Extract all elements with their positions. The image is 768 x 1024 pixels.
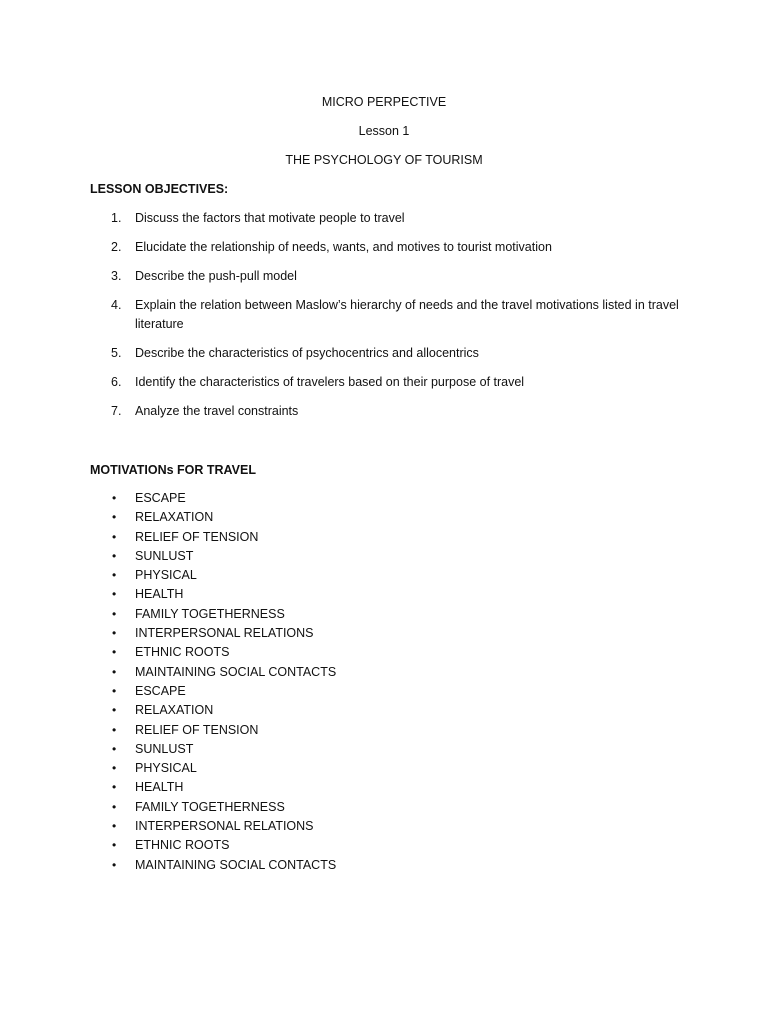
- list-item: [90, 836, 590, 855]
- objective-item: [90, 296, 690, 334]
- list-item: [90, 759, 590, 778]
- list-item: [90, 740, 590, 759]
- bullet-icon: •: [112, 819, 117, 834]
- objective-text: Describe the push-pull model: [135, 269, 297, 283]
- list-item-text: ESCAPE: [135, 683, 186, 698]
- bullet-icon: •: [112, 568, 117, 583]
- objective-text: Identify the characteristics of travelers based on their purpose of travel: [135, 375, 525, 389]
- bullet-icon: •: [112, 722, 117, 737]
- list-item: [90, 643, 590, 662]
- list-item: [90, 508, 590, 527]
- objective-number: 6.: [111, 375, 122, 389]
- list-item-text: SUNLUST: [135, 548, 194, 563]
- objective-item: [90, 238, 690, 257]
- objectives-list: [90, 209, 690, 431]
- list-item: [90, 778, 590, 797]
- bullet-icon: •: [112, 529, 117, 544]
- bullet-icon: •: [112, 741, 117, 756]
- lesson-title: THE PSYCHOLOGY OF TOURISM: [285, 153, 483, 167]
- objective-text: Discuss the factors that motivate people to travel: [135, 211, 405, 225]
- bullet-icon: •: [112, 799, 117, 814]
- list-item-text: ETHNIC ROOTS: [135, 645, 230, 660]
- list-item: [90, 721, 590, 740]
- bullet-icon: •: [112, 703, 117, 718]
- list-item-text: INTERPERSONAL RELATIONS: [135, 819, 314, 834]
- bullet-icon: •: [112, 683, 117, 698]
- objective-item: [90, 373, 690, 392]
- list-item: [90, 663, 590, 682]
- list-item-text: HEALTH: [135, 587, 184, 602]
- list-item-text: MAINTAINING SOCIAL CONTACTS: [135, 664, 337, 679]
- motivations-heading: MOTIVATIONs FOR TRAVEL: [90, 463, 256, 477]
- objectives-heading: LESSON OBJECTIVES:: [90, 182, 229, 196]
- objective-item: [90, 267, 690, 286]
- objective-item: [90, 209, 690, 228]
- list-item-text: RELAXATION: [135, 703, 214, 718]
- bullet-icon: •: [112, 761, 117, 776]
- bullet-icon: •: [112, 491, 117, 505]
- bullet-icon: •: [112, 626, 117, 641]
- list-item: [90, 528, 590, 547]
- list-item: [90, 682, 590, 701]
- bullet-icon: •: [112, 780, 117, 795]
- bullet-icon: •: [112, 664, 117, 679]
- list-item-text: PHYSICAL: [135, 568, 197, 583]
- document-title: MICRO PERPECTIVE: [321, 95, 447, 109]
- list-item: [90, 856, 590, 875]
- list-item-text: HEALTH: [135, 780, 184, 795]
- objective-text: Elucidate the relationship of needs, wants, and motives to tourist motivation: [135, 240, 552, 254]
- objective-number: 2.: [111, 240, 122, 254]
- list-item: [90, 624, 590, 643]
- list-item-text: FAMILY TOGETHERNESS: [135, 799, 285, 814]
- bullet-icon: •: [112, 645, 117, 660]
- bullet-icon: •: [112, 548, 117, 563]
- list-item: [90, 566, 590, 585]
- list-item-text: ESCAPE: [135, 491, 186, 505]
- list-item: [90, 547, 590, 566]
- lesson-number: Lesson 1: [358, 124, 410, 138]
- list-item-text: RELAXATION: [135, 510, 214, 525]
- list-item-text: FAMILY TOGETHERNESS: [135, 606, 285, 621]
- list-item-text: MAINTAINING SOCIAL CONTACTS: [135, 857, 337, 872]
- objective-number: 3.: [111, 269, 122, 283]
- bullet-icon: •: [112, 587, 117, 602]
- list-item: [90, 605, 590, 624]
- objective-text: Analyze the travel constraints: [135, 404, 299, 418]
- objective-item: [90, 402, 690, 421]
- objective-item: [90, 344, 690, 363]
- list-item: [90, 817, 590, 836]
- motivations-list: [90, 489, 590, 875]
- list-item: [90, 585, 590, 604]
- list-item-text: RELIEF OF TENSION: [135, 529, 259, 544]
- objective-text: Describe the characteristics of psychocentrics and allocentrics: [135, 346, 479, 360]
- bullet-icon: •: [112, 606, 117, 621]
- bullet-icon: •: [112, 838, 117, 853]
- list-item-text: ETHNIC ROOTS: [135, 838, 230, 853]
- objective-number: 4.: [111, 298, 122, 312]
- list-item-text: RELIEF OF TENSION: [135, 722, 259, 737]
- list-item-text: PHYSICAL: [135, 761, 197, 776]
- objective-number: 1.: [111, 211, 122, 225]
- list-item-text: SUNLUST: [135, 741, 194, 756]
- objective-text: Explain the relation between Maslow’s hierarchy of needs and the travel motivations listed in travel literature: [135, 298, 679, 331]
- list-item: [90, 489, 590, 508]
- bullet-icon: •: [112, 857, 117, 872]
- bullet-icon: •: [112, 510, 117, 525]
- list-item: [90, 798, 590, 817]
- list-item-text: INTERPERSONAL RELATIONS: [135, 626, 314, 641]
- objective-number: 7.: [111, 404, 122, 418]
- objective-number: 5.: [111, 346, 122, 360]
- list-item: [90, 701, 590, 720]
